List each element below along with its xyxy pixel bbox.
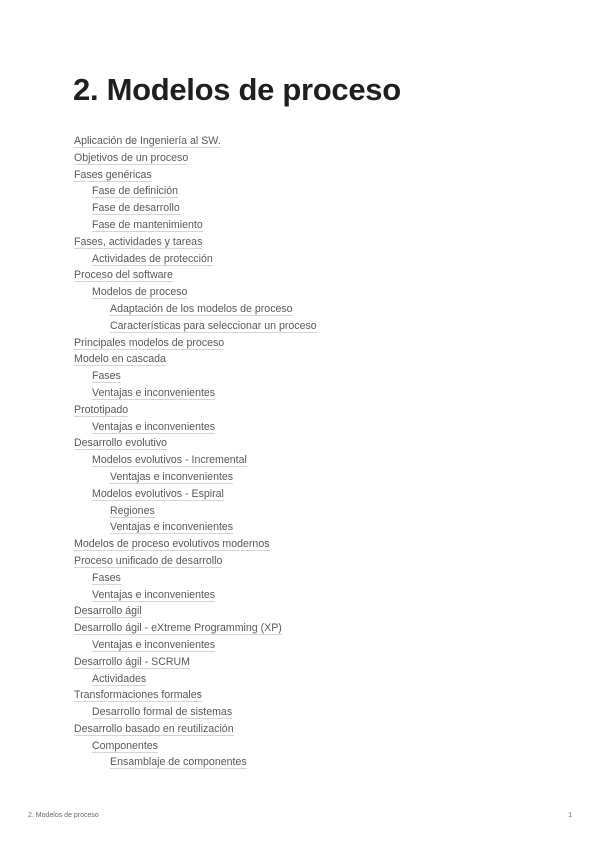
toc-item (74, 133, 554, 150)
toc-link[interactable]: Modelo en cascada (74, 353, 166, 366)
toc-link[interactable]: Adaptación de los modelos de proceso (110, 302, 293, 315)
toc-link[interactable]: Objetivos de un proceso (74, 151, 189, 164)
toc-link[interactable]: Prototipado (74, 403, 129, 416)
toc-link[interactable]: Modelos evolutivos - Espiral (92, 487, 224, 500)
toc-item (74, 536, 554, 553)
toc-item (74, 335, 554, 352)
toc-link[interactable]: Aplicación de Ingeniería al SW. (74, 135, 221, 147)
toc-item (74, 234, 554, 251)
toc-link[interactable]: Desarrollo ágil (74, 605, 142, 618)
toc-item (74, 486, 554, 503)
toc-link[interactable]: Ventajas e inconvenientes (92, 588, 216, 601)
toc-item (74, 318, 554, 335)
toc-link[interactable]: Desarrollo formal de sistemas (92, 706, 233, 719)
toc-item (74, 301, 554, 318)
toc-item (74, 284, 554, 301)
toc-link[interactable]: Fases, actividades y tareas (74, 235, 203, 248)
toc-link[interactable]: Componentes (92, 739, 158, 752)
toc-item (74, 721, 554, 738)
toc-link[interactable]: Fases (92, 571, 121, 584)
toc-link[interactable]: Desarrollo ágil - SCRUM (74, 655, 190, 668)
toc-link[interactable]: Modelos de proceso (92, 286, 188, 299)
toc-link[interactable]: Proceso unificado de desarrollo (74, 554, 223, 567)
toc-link[interactable]: Actividades (92, 672, 147, 685)
toc-item (74, 200, 554, 217)
toc-link[interactable]: Transformaciones formales (74, 689, 202, 702)
toc-link[interactable]: Ventajas e inconvenientes (110, 470, 234, 483)
footer-document-title: 2. Modelos de proceso (28, 812, 99, 819)
toc-link[interactable]: Ventajas e inconvenientes (92, 420, 216, 433)
toc-item (74, 519, 554, 536)
toc-link[interactable]: Fases genéricas (74, 168, 152, 181)
toc-item (74, 503, 554, 520)
toc-item (74, 167, 554, 184)
toc-item (74, 654, 554, 671)
toc-item (74, 587, 554, 604)
toc-item (74, 570, 554, 587)
toc-item (74, 671, 554, 688)
toc-link[interactable]: Principales modelos de proceso (74, 336, 225, 349)
toc-item (74, 738, 554, 755)
toc-item (74, 620, 554, 637)
toc-link[interactable]: Fase de desarrollo (92, 202, 180, 215)
toc-link[interactable]: Ventajas e inconvenientes (110, 521, 234, 534)
toc-item (74, 419, 554, 436)
toc-item (74, 553, 554, 570)
toc-link[interactable]: Desarrollo ágil - eXtreme Programming (XP) (74, 622, 282, 635)
toc-item (74, 267, 554, 284)
toc-item (74, 385, 554, 402)
toc-link[interactable]: Ensamblaje de componentes (110, 756, 247, 769)
toc-item (74, 251, 554, 268)
toc-link[interactable]: Fases (92, 370, 121, 383)
toc-link[interactable]: Actividades de protección (92, 252, 213, 265)
toc-item (74, 687, 554, 704)
table-of-contents (74, 133, 554, 771)
toc-link[interactable]: Proceso del software (74, 269, 173, 282)
toc-item (74, 217, 554, 234)
toc-item (74, 351, 554, 368)
toc-item (74, 704, 554, 721)
toc-link[interactable]: Características para seleccionar un proceso (110, 319, 317, 332)
toc-item (74, 368, 554, 385)
toc-item (74, 754, 554, 771)
toc-link[interactable]: Fase de mantenimiento (92, 218, 203, 231)
toc-link[interactable]: Desarrollo basado en reutilización (74, 722, 234, 735)
toc-item (74, 435, 554, 452)
toc-item (74, 452, 554, 469)
toc-item (74, 183, 554, 200)
toc-link[interactable]: Ventajas e inconvenientes (92, 638, 216, 651)
toc-link[interactable]: Modelos evolutivos - Incremental (92, 454, 247, 467)
toc-item (74, 637, 554, 654)
toc-link[interactable]: Desarrollo evolutivo (74, 437, 168, 450)
toc-link[interactable]: Regiones (110, 504, 155, 517)
toc-link[interactable]: Fase de definición (92, 185, 178, 198)
footer-page-number: 1 (568, 812, 572, 819)
toc-link[interactable]: Modelos de proceso evolutivos modernos (74, 538, 270, 551)
toc-item (74, 402, 554, 419)
toc-link[interactable]: Ventajas e inconvenientes (92, 386, 216, 399)
toc-item (74, 469, 554, 486)
toc-item (74, 603, 554, 620)
toc-item (74, 150, 554, 167)
page-title: 2. Modelos de proceso (73, 72, 401, 107)
